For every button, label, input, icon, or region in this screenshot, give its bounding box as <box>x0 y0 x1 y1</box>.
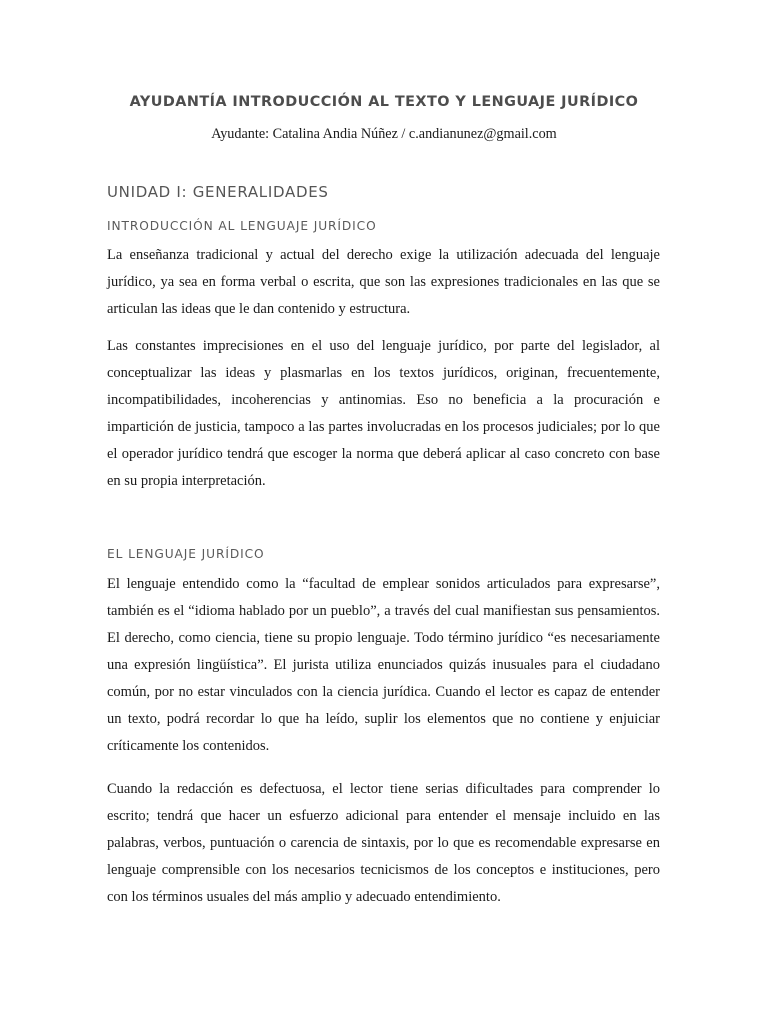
section-heading-lenguaje-juridico: EL LENGUAJE JURÍDICO <box>107 547 265 561</box>
section-heading-introduccion: INTRODUCCIÓN AL LENGUAJE JURÍDICO <box>107 219 377 233</box>
paragraph: Cuando la redacción es defectuosa, el lector tiene serias dificultades para comprender lo escrito; tendrá que hacer un esfuerzo adicional para entender el mensaje incluido en las palabras, verbos, puntuación o carencia de sintaxis, por lo que es recomendable expresarse en lenguaje comprensible con los necesarios tecnicismos de los conceptos e instituciones, pero con los términos usuales del más amplio y adecuado entendimiento. <box>107 781 660 905</box>
document-subtitle: Ayudante: Catalina Andia Núñez / c.andianunez@gmail.com <box>211 126 557 142</box>
paragraph: La enseñanza tradicional y actual del derecho exige la utilización adecuada del lenguaje jurídico, ya sea en forma verbal o escrita, que son las expresiones tradicionales en las que se articulan las ideas que le dan contenido y estructura. <box>107 247 660 317</box>
document-title: AYUDANTÍA INTRODUCCIÓN AL TEXTO Y LENGUAJE JURÍDICO <box>129 94 639 110</box>
paragraph: El lenguaje entendido como la “facultad de emplear sonidos articulados para expresarse”, también es el “idioma hablado por un pueblo”, a través del cual manifiestan sus pensamientos. El derecho, como ciencia, tiene su propio lenguaje. Todo término jurídico “es necesariamente una expresión lingüística”. El jurista utiliza enunciados quizás inusuales para el ciudadano común, por no estar vinculados con la ciencia jurídica. Cuando el lector es capaz de entender un texto, podrá recordar lo que ha leído, suplir los elementos que no contiene y enjuiciar críticamente los contenidos. <box>107 576 660 754</box>
unit-heading: UNIDAD I: GENERALIDADES <box>107 183 329 201</box>
paragraph: Las constantes imprecisiones en el uso del lenguaje jurídico, por parte del legislador, al conceptualizar las ideas y plasmarlas en los textos jurídicos, originan, frecuentemente, incompatibilidades, incoherencias y antinomias. Eso no beneficia a la procuración e impartición de justicia, tampoco a las partes involucradas en los procesos judiciales; por lo que el operador jurídico tendrá que escoger la norma que deberá aplicar al caso concreto con base en su propia interpretación. <box>107 338 660 489</box>
